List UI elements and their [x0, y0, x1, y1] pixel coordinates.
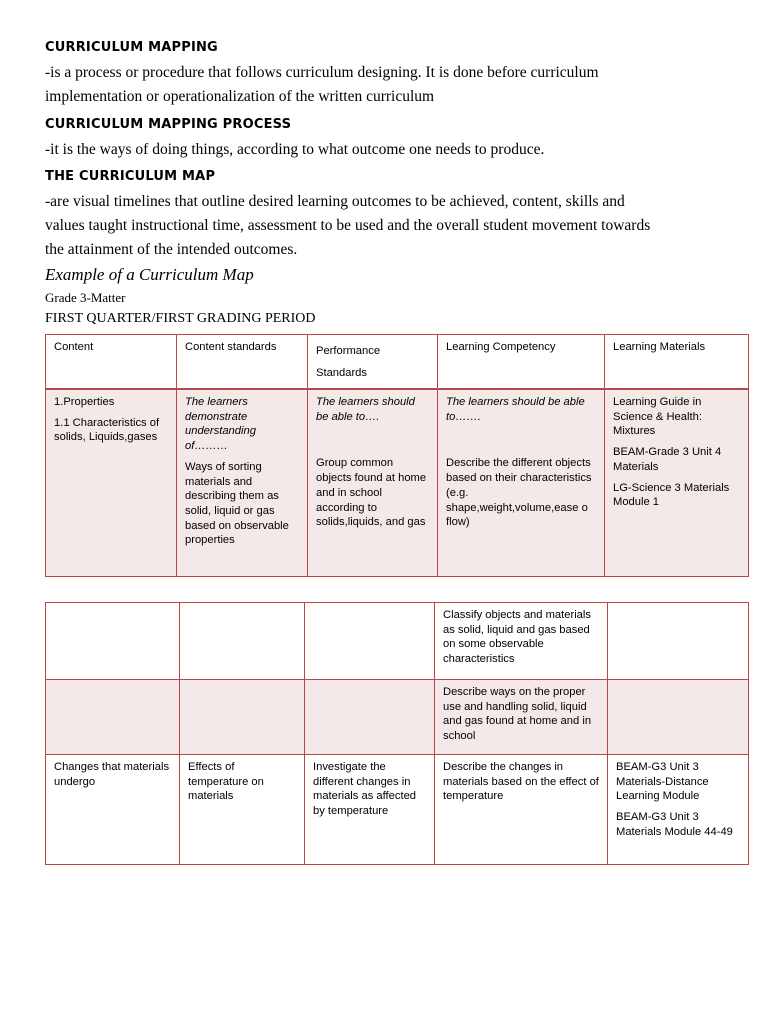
cell-learning-materials: BEAM-G3 Unit 3 Materials-Distance Learning Module BEAM-G3 Unit 3 Materials Module 44-49 [608, 755, 749, 865]
curriculum-mapping-definition-line2: implementation or operationalization of the written curriculum [45, 88, 435, 105]
table-row [46, 603, 749, 680]
header-learning-competency: Learning Competency [438, 335, 605, 390]
curriculum-mapping-heading: CURRICULUM MAPPING [45, 40, 218, 55]
curriculum-mapping-process-heading: CURRICULUM MAPPING PROCESS [45, 117, 292, 132]
cell-empty [46, 680, 180, 755]
cell-content-standards: The learners demonstrate understanding of……… Ways of sorting materials and describing them as solid, liquid or gas based on observable properties [177, 389, 308, 577]
quarter-label: FIRST QUARTER/FIRST GRADING PERIOD [45, 311, 316, 326]
cell-empty [608, 680, 749, 755]
table-row [46, 680, 749, 755]
header-content: Content [46, 335, 177, 390]
cell-learning-competency: Describe ways on the proper use and handling solid, liquid and gas found at home and in school [435, 680, 608, 755]
curriculum-map-table-1 [45, 334, 749, 577]
curriculum-map-table-2 [45, 602, 749, 865]
grade-label: Grade 3-Matter [45, 290, 126, 305]
cell-learning-competency: Describe the changes in materials based on the effect of temperature [435, 755, 608, 865]
cell-performance-standards: The learners should be able to…. Group common objects found at home and in school according to solids,liquids, and gas [308, 389, 438, 577]
table-header-row [46, 335, 749, 390]
cell-learning-materials: Learning Guide in Science & Health: Mixtures BEAM-Grade 3 Unit 4 Materials LG-Science 3 Materials Module 1 [605, 389, 749, 577]
cell-empty [46, 603, 180, 680]
curriculum-mapping-definition-line1: -is a process or procedure that follows curriculum designing. It is done before curriculum [45, 64, 599, 81]
cell-empty [305, 680, 435, 755]
curriculum-map-definition-line2: values taught instructional time, assessment to be used and the overall student movement towards [45, 217, 651, 234]
header-performance-standards: Performance Standards [308, 335, 438, 390]
curriculum-map-heading: THE CURRICULUM MAP [45, 169, 216, 184]
example-title: Example of a Curriculum Map [45, 265, 254, 284]
table-row [46, 755, 749, 865]
table-row [46, 389, 749, 577]
header-content-standards: Content standards [177, 335, 308, 390]
cell-content: 1.Properties 1.1 Characteristics of solids, Liquids,gases [46, 389, 177, 577]
cell-content-standards: Effects of temperature on materials [180, 755, 305, 865]
cell-empty [180, 603, 305, 680]
curriculum-map-definition-line3: the attainment of the intended outcomes. [45, 241, 298, 258]
cell-performance-standards: Investigate the different changes in materials as affected by temperature [305, 755, 435, 865]
cell-empty [180, 680, 305, 755]
cell-content: Changes that materials undergo [46, 755, 180, 865]
curriculum-map-definition-line1: -are visual timelines that outline desired learning outcomes to be achieved, content, skills and [45, 193, 625, 210]
curriculum-mapping-process-definition: -it is the ways of doing things, according to what outcome one needs to produce. [45, 141, 545, 158]
cell-empty [305, 603, 435, 680]
cell-learning-competency: Classify objects and materials as solid, liquid and gas based on some observable characteristics [435, 603, 608, 680]
header-learning-materials: Learning Materials [605, 335, 749, 390]
cell-empty [608, 603, 749, 680]
cell-learning-competency: The learners should be able to……. Describe the different objects based on their characteristics (e.g. shape,weight,volume,ease o flow) [438, 389, 605, 577]
